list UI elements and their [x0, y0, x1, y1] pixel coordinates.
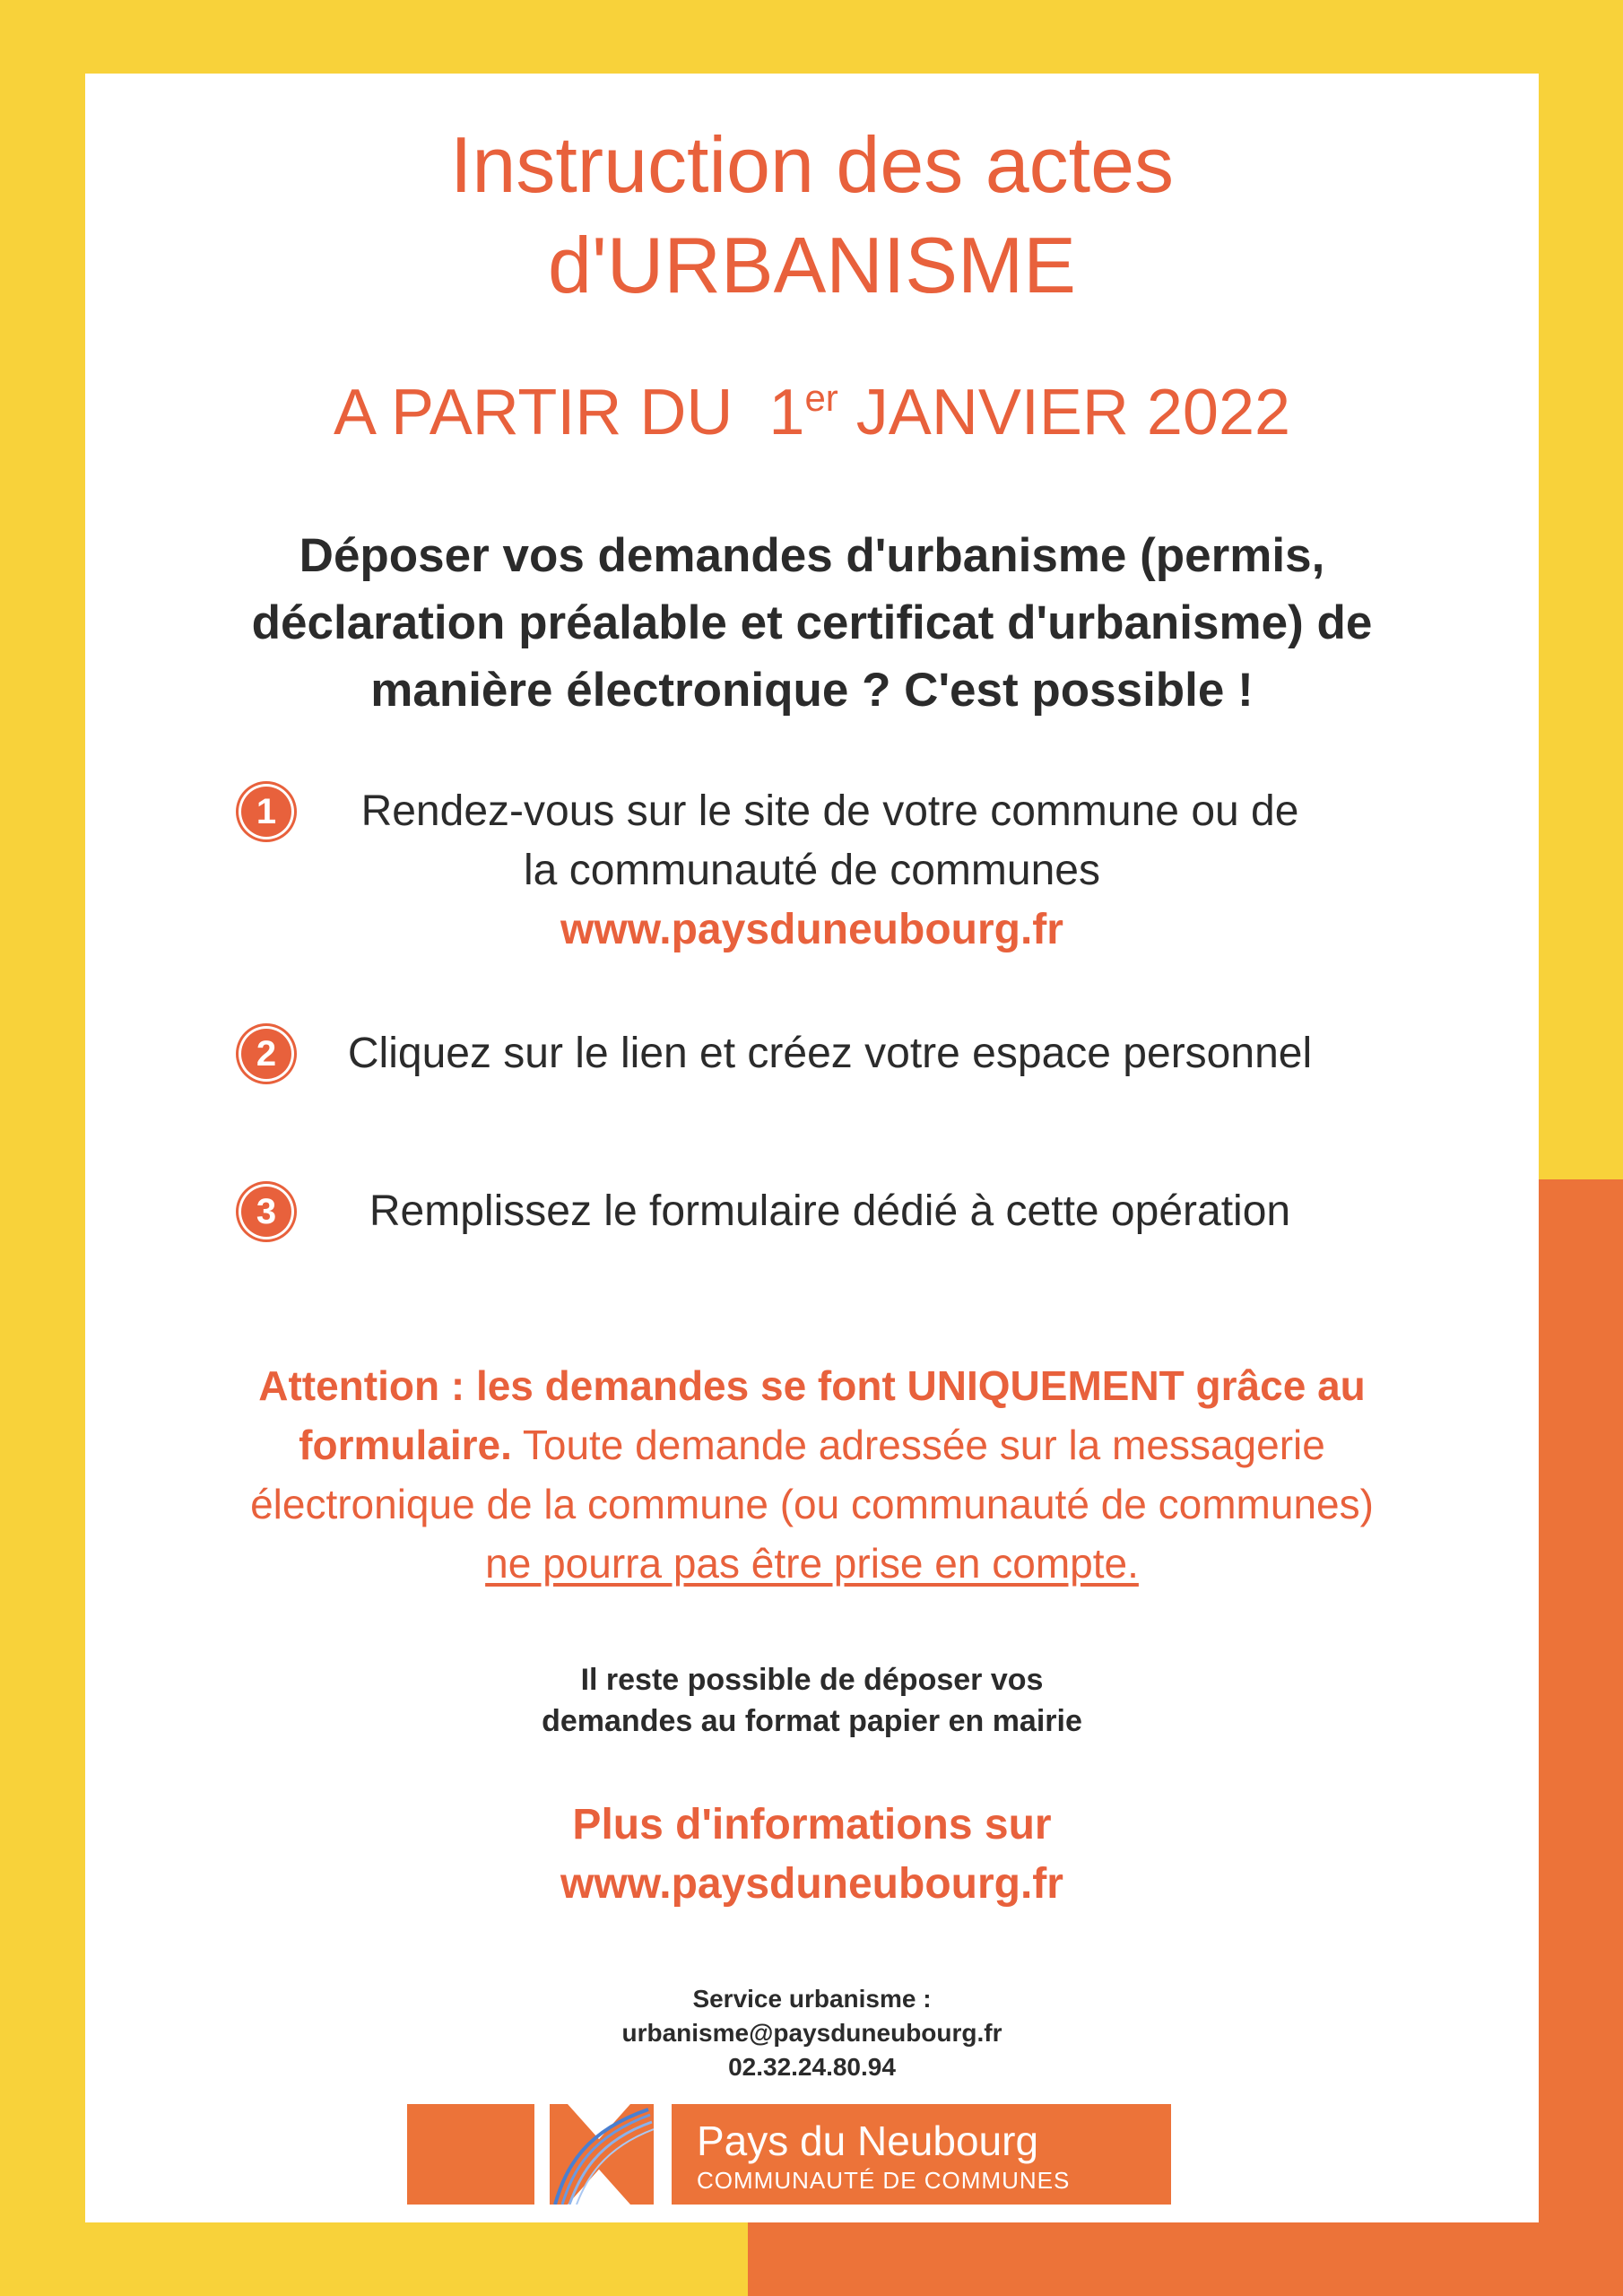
attention-text-line-3: électronique de la commune (ou communauté de communes)	[250, 1481, 1374, 1527]
attention-text-line-2: Toute demande adressée sur la messagerie	[511, 1422, 1325, 1468]
start-date	[85, 370, 1539, 456]
logo-orange-block	[407, 2104, 534, 2205]
paper-line-1: Il reste possible de déposer vos	[580, 1663, 1044, 1697]
attention-notice	[85, 1356, 1539, 1593]
pays-du-neubourg-logo-icon	[550, 2104, 654, 2205]
title-line-1: Instruction des actes	[449, 120, 1175, 209]
step-2	[85, 1024, 1539, 1083]
contact-email[interactable]: urbanisme@paysduneubourg.fr	[621, 2019, 1002, 2047]
step-3-number-icon: 3	[241, 1187, 291, 1237]
logo-subtitle: COMMUNAUTÉ DE COMMUNES	[697, 2167, 1071, 2194]
date-prefix: A PARTIR DU 1	[333, 377, 805, 448]
background-orange-bottom	[748, 2222, 1623, 2296]
step-1-number-icon: 1	[241, 787, 291, 837]
title-line-2: d'URBANISME	[548, 221, 1076, 309]
poster-card	[85, 74, 1539, 2222]
lead-line-2: déclaration préalable et certificat d'urbanisme) de	[251, 596, 1373, 649]
step-2-number-icon: 2	[241, 1029, 291, 1079]
page-title	[85, 115, 1539, 316]
contact-phone[interactable]: 02.32.24.80.94	[728, 2053, 896, 2081]
step-3	[85, 1182, 1539, 1241]
attention-underlined: ne pourra pas être prise en compte.	[485, 1540, 1139, 1587]
date-suffix: JANVIER 2022	[838, 377, 1291, 448]
step-1	[85, 782, 1539, 960]
lead-line-3: manière électronique ? C'est possible !	[370, 664, 1254, 717]
paper-line-2: demandes au format papier en mairie	[542, 1704, 1082, 1738]
attention-bold-line-2: formulaire.	[299, 1422, 512, 1468]
step-2-line-1: Cliquez sur le lien et créez votre espace personnel	[347, 1030, 1313, 1077]
date-superscript: er	[804, 377, 838, 419]
lead-paragraph	[85, 522, 1539, 724]
more-info-link[interactable]: www.paysduneubourg.fr	[560, 1860, 1063, 1908]
step-1-line-1: Rendez-vous sur le site de votre commune ou de	[360, 787, 1299, 835]
step-3-line-1: Remplissez le formulaire dédié à cette opération	[369, 1187, 1291, 1235]
paper-notice	[85, 1659, 1539, 1742]
contact-block	[85, 1982, 1539, 2084]
contact-label: Service urbanisme :	[692, 1985, 932, 2013]
logo-name: Pays du Neubourg	[697, 2118, 1039, 2164]
background-orange-right	[1539, 1179, 1623, 2296]
more-info-line: Plus d'informations sur	[572, 1801, 1052, 1848]
lead-line-1: Déposer vos demandes d'urbanisme (permis,	[299, 529, 1325, 582]
step-1-line-2: la communauté de communes	[524, 847, 1100, 894]
logo-banner	[672, 2104, 1171, 2205]
attention-bold-line-1: Attention : les demandes se font UNIQUEMENT grâce au	[258, 1362, 1366, 1409]
more-info	[85, 1796, 1539, 1914]
step-1-website-link[interactable]: www.paysduneubourg.fr	[560, 906, 1063, 953]
